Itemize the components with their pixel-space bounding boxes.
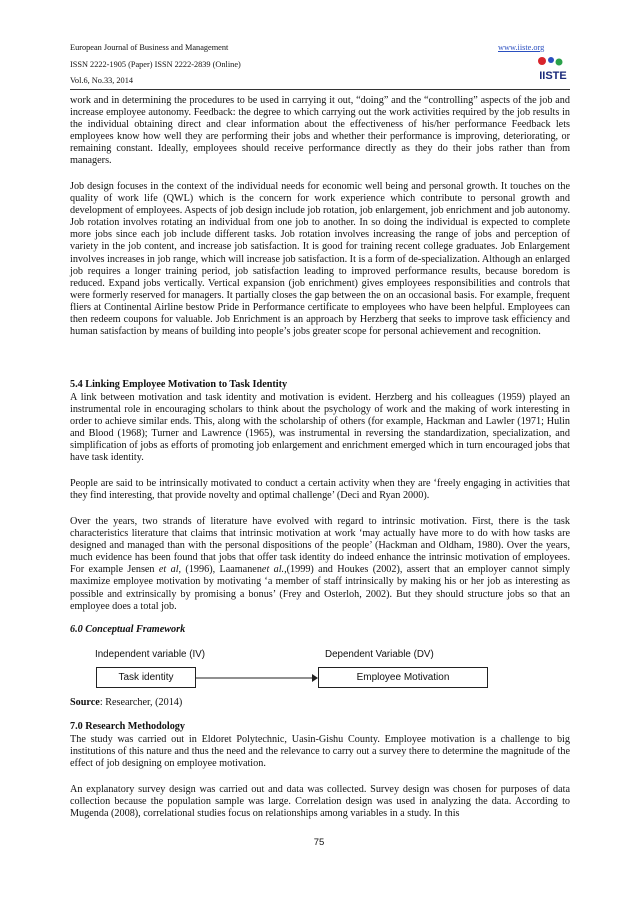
logo-text: IISTE	[539, 70, 567, 82]
paragraph-intrinsic: People are said to be intrinsically motivated to conduct a certain activity when they are ‘freely engaging in activities that they find interesting, that provide novelty and optimal challenge’ (Deci and Ryan 2000).	[70, 478, 570, 502]
paragraph-literature	[70, 516, 570, 613]
iiste-logo	[532, 55, 574, 83]
source-line	[70, 697, 570, 709]
dv-label: Dependent Variable (DV)	[325, 649, 434, 660]
iv-label: Independent variable (IV)	[95, 649, 206, 660]
p5-part-b: (1996), Laamanen	[181, 564, 262, 576]
page-number: 75	[313, 837, 325, 848]
dv-box-label: Employee Motivation	[356, 672, 450, 683]
p5-part-a: Over the years, two strands of literature have evolved with regard to intrinsic motivation. First, there is the task characteristics literature that claims that intrinsic motivation at work ‘may actually have more to do with how tasks are designed and managed than with the personal dispositions of the people’ (Hackman and Oldham, 1980). Over the years, much evidence has been found that jobs that offer task identity do indeed enhance the intrinsic motivation of employees. For example Jensen	[70, 516, 570, 576]
paragraph-task-identity: A link between motivation and task identity and motivation is evident. Herzberg and his colleagues (1959) played an instrumental role in encouraging scholars to think about the psychology of work and the making of work interesting in order to achieve similar ends. This, along with the scholarship of others (for example, Hackman and Lawler (1971; Hulin and Blood (1968); Turner and Lawrence (1965), was instrumental in reversing the standardization, specialization, and simplification of jobs as efforts of promoting job enlargement and enrichment emerged which in turn encouraged jobs that have task identity.	[70, 392, 570, 464]
source-text: : Researcher, (2014)	[99, 697, 183, 708]
iv-box	[96, 667, 196, 688]
dv-box	[318, 667, 488, 688]
p5-italic-1: et al,	[158, 564, 182, 576]
paragraph-study-location: The study was carried out in Eldoret Polytechnic, Uasin-Gishu County. Employee motivation is a challenge to big institutions of this nature and thus the need and the relevance to carry out a survey there to determine the magnitude of the effect of job designing on employee motivation.	[70, 734, 570, 770]
journal-title: European Journal of Business and Management	[70, 43, 229, 52]
source-label: Source	[70, 697, 100, 708]
paragraph-job-design: Job design focuses in the context of the individual needs for economic well being and personal growth. It touches on the quality of work life (QWL) which is the concern for work experience which contribute to personal growth and development of employees. Aspects of job design include job rotation, job enlargement, job enrichment and job autonomy. Job rotation involves rotating an individual from one job to another. In so doing the individual is expected to complete more jobs since each job include different tasks. Job rotation involves increasing the range of jobs and perception of variety in the job content, and increase job satisfaction. It is good for training recent college graduates. Job Enlargement involves increases in job range, which will increase job satisfaction. It is a form of de-specialization. Although an enlarged job requires a longer training period, job satisfaction leading to improved performance results, because boredom is reduced. Expand jobs vertically. Vertical expansion (job enrichment) gives employees responsibilities and controls that were formerly reserved for managers. It partially closes the gap between the on an occasional basis. For example, frequent fliers at Continental Airline bestow Pride in Performance certificate to employees who have been helpful. Employees can then redeem coupons for valuable. Job Enrichment is an approach by Herzberg that seeks to improve task efficiency and human satisfaction by means of building into people’s jobs greater scope for personal achievement and recognition.	[70, 181, 570, 338]
paragraph-survey-design: An explanatory survey design was carried out and data was collected. Survey design was chosen for purposes of data collection because the population sample was large. Correlation design was used in analyzing the data. According to Mugenda (2008), correlational studies focus on relationships among variables in a study. In this	[70, 784, 570, 820]
volume-line: Vol.6, No.33, 2014	[70, 76, 133, 85]
issn-line: ISSN 2222-1905 (Paper) ISSN 2222-2839 (Online)	[70, 60, 241, 69]
section-heading-5-4: 5.4 Linking Employee Motivation to Task Identity	[70, 379, 288, 390]
section-heading-7-0: 7.0 Research Methodology	[70, 721, 185, 732]
arrow-connector	[196, 672, 320, 684]
p5-italic-2: et al.	[261, 564, 285, 576]
paragraph-feedback: work and in determining the procedures to be used in carrying it out, “doing” and the “controlling” aspects of the job and increase employee autonomy. Feedback: the degree to which carrying out the work activities required by the job results in the individual obtaining direct and clear information about the effectiveness of his/her performance Feedback lets employees know how well they are performing their jobs and whether their performance is improving, deteriorating, or remaining constant. Ideally, employees should receive performance directly as they do their jobs rather than from managers.	[70, 95, 570, 167]
header-rule	[70, 89, 570, 90]
section-heading-6-0: 6.0 Conceptual Framework	[70, 624, 186, 635]
iv-box-label: Task identity	[118, 672, 174, 683]
p5-part-c: ,(1999) and Houkes (2002), assert that an employer cannot simply maximize employee motivation by motivating ‘a member of staff intrinsically by making his or her job as interesting as possible and extrinsically by promising a bonus’ (Frey and Osterloh, 2002). But they should structure jobs so that an employee does a total job.	[70, 564, 570, 612]
website-link[interactable]: www.iiste.org	[498, 43, 545, 52]
